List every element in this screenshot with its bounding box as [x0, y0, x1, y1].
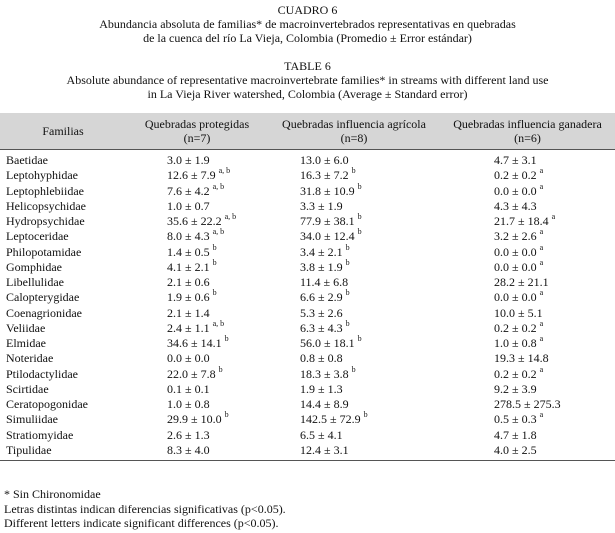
significance-letter: b — [357, 334, 362, 343]
livestock-cell-value: 21.7 ± 18.4 — [494, 214, 549, 228]
livestock-cell-value: 0.5 ± 0.3 — [494, 412, 537, 427]
livestock-cell-value: 28.2 ± 21.1 — [494, 275, 549, 289]
abundance-table — [0, 113, 615, 461]
protected-cell — [126, 290, 268, 305]
agricultural-cell — [268, 257, 440, 275]
livestock-cell — [440, 364, 615, 382]
significance-letter: b — [351, 364, 356, 374]
livestock-cell — [440, 336, 615, 351]
protected-cell — [126, 214, 268, 229]
agricultural-cell — [268, 214, 440, 229]
family-cell — [0, 275, 126, 290]
protected-cell-value: 1.4 ± 0.5 — [167, 244, 210, 259]
livestock-cell — [440, 168, 615, 183]
agricultural-cell — [268, 412, 440, 427]
family-cell-value: Calopterygidae — [6, 290, 80, 305]
significance-letter: b — [345, 318, 350, 328]
significance-letter: b — [357, 227, 362, 237]
header-protected-line-2: (n=7) — [183, 131, 211, 145]
protected-cell-value: 0.1 ± 0.1 — [167, 381, 210, 396]
protected-cell-value: 35.6 ± 22.2 — [167, 214, 222, 228]
livestock-cell-value: 1.0 ± 0.8 — [494, 336, 537, 350]
table-row — [0, 428, 615, 443]
family-cell-value: Elmidae — [6, 336, 46, 350]
agricultural-cell-value: 3.4 ± 2.1 — [300, 244, 343, 259]
livestock-cell — [440, 242, 615, 260]
table-row — [0, 367, 615, 382]
agricultural-cell — [268, 397, 440, 412]
footnote-no-chironomidae: * Sin Chironomidae — [4, 487, 101, 501]
significance-letter: a — [539, 242, 544, 252]
livestock-cell-value: 10.0 ± 5.1 — [494, 305, 543, 320]
significance-letter: b — [357, 212, 362, 221]
significance-letter: a — [539, 410, 544, 420]
family-cell — [0, 290, 126, 305]
agricultural-cell-value: 142.5 ± 72.9 — [300, 412, 361, 427]
table-row — [0, 290, 615, 305]
agricultural-cell — [268, 181, 440, 199]
table-row — [0, 306, 615, 321]
header-livestock-line-2: (n=6) — [514, 131, 541, 145]
agricultural-cell — [268, 168, 440, 183]
agricultural-cell — [268, 382, 440, 397]
agricultural-cell-value: 12.4 ± 3.1 — [300, 442, 349, 457]
significance-letter: a — [539, 364, 544, 374]
significance-letter: a — [539, 227, 544, 237]
family-cell-value: Veliidae — [6, 320, 46, 335]
significance-letter: a, b — [224, 212, 237, 221]
table-body — [0, 150, 615, 461]
significance-letter: b — [224, 410, 229, 420]
livestock-cell — [440, 318, 615, 336]
significance-letter: b — [345, 242, 350, 252]
agricultural-cell — [268, 306, 440, 321]
family-cell-value: Libellulidae — [6, 275, 64, 289]
protected-cell — [126, 229, 268, 244]
family-cell-value: Noteridae — [6, 351, 54, 366]
livestock-cell-value: 19.3 ± 14.8 — [494, 351, 549, 366]
protected-cell — [126, 181, 268, 199]
significance-letter: b — [218, 364, 223, 374]
livestock-cell — [440, 150, 615, 169]
agricultural-cell — [268, 242, 440, 260]
livestock-cell-value: 0.0 ± 0.0 — [494, 244, 537, 259]
family-cell-value: Helicopsychidae — [6, 198, 86, 213]
protected-cell-value: 3.0 ± 1.9 — [167, 153, 210, 167]
protected-cell — [126, 257, 268, 275]
livestock-cell-value: 0.2 ± 0.2 — [494, 320, 537, 335]
family-cell-value: Coenagrionidae — [6, 305, 82, 320]
family-cell — [0, 397, 126, 412]
table-header — [0, 113, 615, 150]
protected-cell-value: 0.0 ± 0.0 — [167, 351, 210, 366]
livestock-cell — [440, 428, 615, 443]
agricultural-cell — [268, 336, 440, 351]
table-row — [0, 184, 615, 199]
family-cell — [0, 245, 126, 260]
livestock-cell — [440, 412, 615, 427]
spanish-caption-line-2: de la cuenca del río La Vieja, Colombia (Promedio ± Error estándar) — [143, 31, 472, 45]
family-cell-value: Hydropsychidae — [6, 214, 85, 228]
livestock-cell-value: 0.0 ± 0.0 — [494, 183, 537, 198]
family-cell — [0, 260, 126, 275]
table-row — [0, 245, 615, 260]
family-cell — [0, 412, 126, 427]
protected-cell-value: 8.3 ± 4.0 — [167, 442, 210, 457]
family-cell-value: Philopotamidae — [6, 244, 82, 259]
header-agricultural-line-2: (n=8) — [340, 131, 368, 145]
significance-letter: a, b — [218, 166, 231, 176]
family-cell-value: Ptilodactylidae — [6, 366, 78, 381]
header-protected-line-1: Quebradas protegidas — [144, 117, 250, 131]
family-cell-value: Leptoceridae — [6, 229, 69, 244]
significance-letter: b — [363, 410, 368, 420]
agricultural-cell — [268, 199, 440, 214]
protected-cell-value: 12.6 ± 7.9 — [167, 168, 216, 183]
significance-letter: a — [539, 334, 544, 343]
livestock-cell-value: 0.2 ± 0.2 — [494, 168, 537, 183]
livestock-cell — [440, 181, 615, 199]
table-row — [0, 382, 615, 397]
family-cell-value: Leptohyphidae — [6, 168, 78, 183]
spanish-caption-line-1: Abundancia absoluta de familias* de macroinvertebrados representativas en quebradas — [99, 17, 516, 31]
family-cell-value: Baetidae — [6, 153, 48, 167]
table-row — [0, 443, 615, 461]
protected-cell-value: 34.6 ± 14.1 — [167, 336, 222, 350]
livestock-cell — [440, 214, 615, 229]
family-cell — [0, 443, 126, 461]
significance-letter: a — [539, 257, 544, 267]
header-families: Familias — [0, 113, 126, 150]
agricultural-cell — [268, 443, 440, 461]
significance-letter: b — [345, 288, 350, 298]
significance-letter: b — [212, 242, 217, 252]
livestock-cell-value: 9.2 ± 3.9 — [494, 381, 537, 396]
family-cell-value: Leptophlebiidae — [6, 183, 84, 198]
livestock-cell — [440, 306, 615, 321]
significance-letter: b — [212, 288, 217, 298]
family-cell — [0, 306, 126, 321]
agricultural-cell-value: 6.3 ± 4.3 — [300, 320, 343, 335]
significance-letter: a — [539, 288, 544, 298]
protected-cell — [126, 336, 268, 351]
protected-cell — [126, 364, 268, 382]
english-table-title: TABLE 6 — [284, 59, 331, 73]
table-row — [0, 260, 615, 275]
agricultural-cell-value: 5.3 ± 2.6 — [300, 305, 343, 320]
family-cell — [0, 367, 126, 382]
significance-letter: a, b — [212, 227, 225, 237]
agricultural-cell-value: 31.8 ± 10.9 — [300, 183, 355, 198]
protected-cell-value: 2.1 ± 1.4 — [167, 305, 210, 320]
agricultural-cell-value: 3.3 ± 1.9 — [300, 198, 343, 213]
family-cell — [0, 321, 126, 336]
spanish-caption — [0, 3, 615, 45]
agricultural-cell — [268, 275, 440, 290]
agricultural-cell — [268, 229, 440, 244]
livestock-cell — [440, 443, 615, 461]
family-cell — [0, 382, 126, 397]
protected-cell-value: 2.6 ± 1.3 — [167, 427, 210, 442]
livestock-cell — [440, 257, 615, 275]
family-cell — [0, 199, 126, 214]
agricultural-cell — [268, 290, 440, 305]
family-cell — [0, 168, 126, 183]
protected-cell-value: 1.0 ± 0.7 — [167, 198, 210, 213]
footnote-significance-es: Letras distintas indican diferencias significativas (p<0.05). — [4, 501, 286, 516]
agricultural-cell-value: 6.5 ± 4.1 — [300, 427, 343, 442]
family-cell — [0, 184, 126, 199]
protected-cell — [126, 275, 268, 290]
table-row — [0, 168, 615, 183]
family-cell — [0, 351, 126, 366]
protected-cell — [126, 242, 268, 260]
livestock-cell — [440, 199, 615, 214]
family-cell — [0, 214, 126, 229]
agricultural-cell-value: 18.3 ± 3.8 — [300, 366, 349, 381]
protected-cell-value: 1.9 ± 0.6 — [167, 290, 210, 305]
protected-cell-value: 2.1 ± 0.6 — [167, 275, 210, 289]
livestock-cell — [440, 290, 615, 305]
spanish-table-title: CUADRO 6 — [277, 3, 338, 17]
family-cell — [0, 229, 126, 244]
agricultural-cell — [268, 318, 440, 336]
livestock-cell — [440, 275, 615, 290]
footnotes — [4, 487, 286, 531]
livestock-cell-value: 4.0 ± 2.5 — [494, 442, 537, 457]
table-row — [0, 336, 615, 351]
header-agricultural — [268, 113, 440, 150]
table-row — [0, 214, 615, 229]
livestock-cell-value: 0.2 ± 0.2 — [494, 366, 537, 381]
agricultural-cell-value: 11.4 ± 6.8 — [300, 275, 349, 289]
family-cell-value: Stratiomyidae — [6, 427, 74, 442]
family-cell — [0, 428, 126, 443]
significance-letter: b — [224, 334, 229, 343]
protected-cell-value: 2.4 ± 1.1 — [167, 320, 210, 335]
agricultural-cell-value: 1.9 ± 1.3 — [300, 381, 343, 396]
livestock-cell-value: 4.7 ± 1.8 — [494, 427, 537, 442]
family-cell-value: Scirtidae — [6, 381, 49, 396]
agricultural-cell-value: 14.4 ± 8.9 — [300, 397, 349, 411]
significance-letter: a — [551, 212, 556, 221]
family-cell-value: Gomphidae — [6, 259, 62, 274]
family-cell — [0, 336, 126, 351]
livestock-cell — [440, 397, 615, 412]
header-protected — [126, 113, 268, 150]
livestock-cell — [440, 351, 615, 366]
significance-letter: a — [539, 181, 544, 191]
agricultural-cell-value: 34.0 ± 12.4 — [300, 229, 355, 244]
table-row — [0, 275, 615, 290]
protected-cell — [126, 397, 268, 412]
agricultural-cell-value: 77.9 ± 38.1 — [300, 214, 355, 228]
protected-cell-value: 29.9 ± 10.0 — [167, 412, 222, 427]
header-agricultural-line-1: Quebradas influencia agrícola — [282, 117, 426, 131]
family-cell — [0, 150, 126, 169]
family-cell-value: Tipulidae — [6, 442, 52, 457]
livestock-cell-value: 0.0 ± 0.0 — [494, 290, 537, 305]
protected-cell — [126, 412, 268, 427]
header-livestock-line-1: Quebradas influencia ganadera — [453, 117, 602, 131]
protected-cell — [126, 306, 268, 321]
significance-letter: a, b — [212, 181, 225, 191]
agricultural-cell — [268, 428, 440, 443]
header-livestock — [440, 113, 615, 150]
protected-cell — [126, 351, 268, 366]
protected-cell — [126, 318, 268, 336]
english-caption — [0, 59, 615, 101]
table-row — [0, 229, 615, 244]
protected-cell-value: 1.0 ± 0.8 — [167, 397, 210, 411]
agricultural-cell-value: 0.8 ± 0.8 — [300, 351, 343, 366]
agricultural-cell-value: 56.0 ± 18.1 — [300, 336, 355, 350]
protected-cell — [126, 168, 268, 183]
table-row — [0, 321, 615, 336]
agricultural-cell-value: 3.8 ± 1.9 — [300, 259, 343, 274]
significance-letter: b — [212, 257, 217, 267]
significance-letter: b — [345, 257, 350, 267]
livestock-cell-value: 278.5 ± 275.3 — [494, 397, 561, 411]
agricultural-cell-value: 16.3 ± 7.2 — [300, 168, 349, 183]
protected-cell-value: 8.0 ± 4.3 — [167, 229, 210, 244]
footnote-significance-en: Different letters indicate significant differences (p<0.05). — [4, 516, 279, 530]
significance-letter: b — [351, 166, 356, 176]
significance-letter: a — [539, 318, 544, 328]
protected-cell-value: 22.0 ± 7.8 — [167, 366, 216, 381]
agricultural-cell-value: 13.0 ± 6.0 — [300, 153, 349, 167]
english-caption-line-2: in La Vieja River watershed, Colombia (Average ± Standard error) — [147, 87, 468, 101]
protected-cell — [126, 382, 268, 397]
english-caption-line-1: Absolute abundance of representative macroinvertebrate families* in streams with different land use — [66, 73, 549, 87]
protected-cell — [126, 199, 268, 214]
protected-cell — [126, 428, 268, 443]
livestock-cell-value: 4.7 ± 3.1 — [494, 153, 537, 167]
significance-letter: b — [357, 181, 362, 191]
livestock-cell — [440, 229, 615, 244]
agricultural-cell-value: 6.6 ± 2.9 — [300, 290, 343, 305]
table-row — [0, 150, 615, 169]
family-cell-value: Simuliidae — [6, 412, 58, 427]
protected-cell — [126, 150, 268, 169]
livestock-cell-value: 3.2 ± 2.6 — [494, 229, 537, 244]
significance-letter: a — [539, 166, 544, 176]
table-row — [0, 397, 615, 412]
family-cell-value: Ceratopogonidae — [6, 397, 88, 411]
livestock-cell-value: 4.3 ± 4.3 — [494, 198, 537, 213]
livestock-cell-value: 0.0 ± 0.0 — [494, 259, 537, 274]
protected-cell — [126, 443, 268, 461]
table-row — [0, 199, 615, 214]
protected-cell-value: 4.1 ± 2.1 — [167, 259, 210, 274]
agricultural-cell — [268, 364, 440, 382]
significance-letter: a, b — [212, 318, 225, 328]
table-row — [0, 412, 615, 427]
protected-cell-value: 7.6 ± 4.2 — [167, 183, 210, 198]
livestock-cell — [440, 382, 615, 397]
table-row — [0, 351, 615, 366]
